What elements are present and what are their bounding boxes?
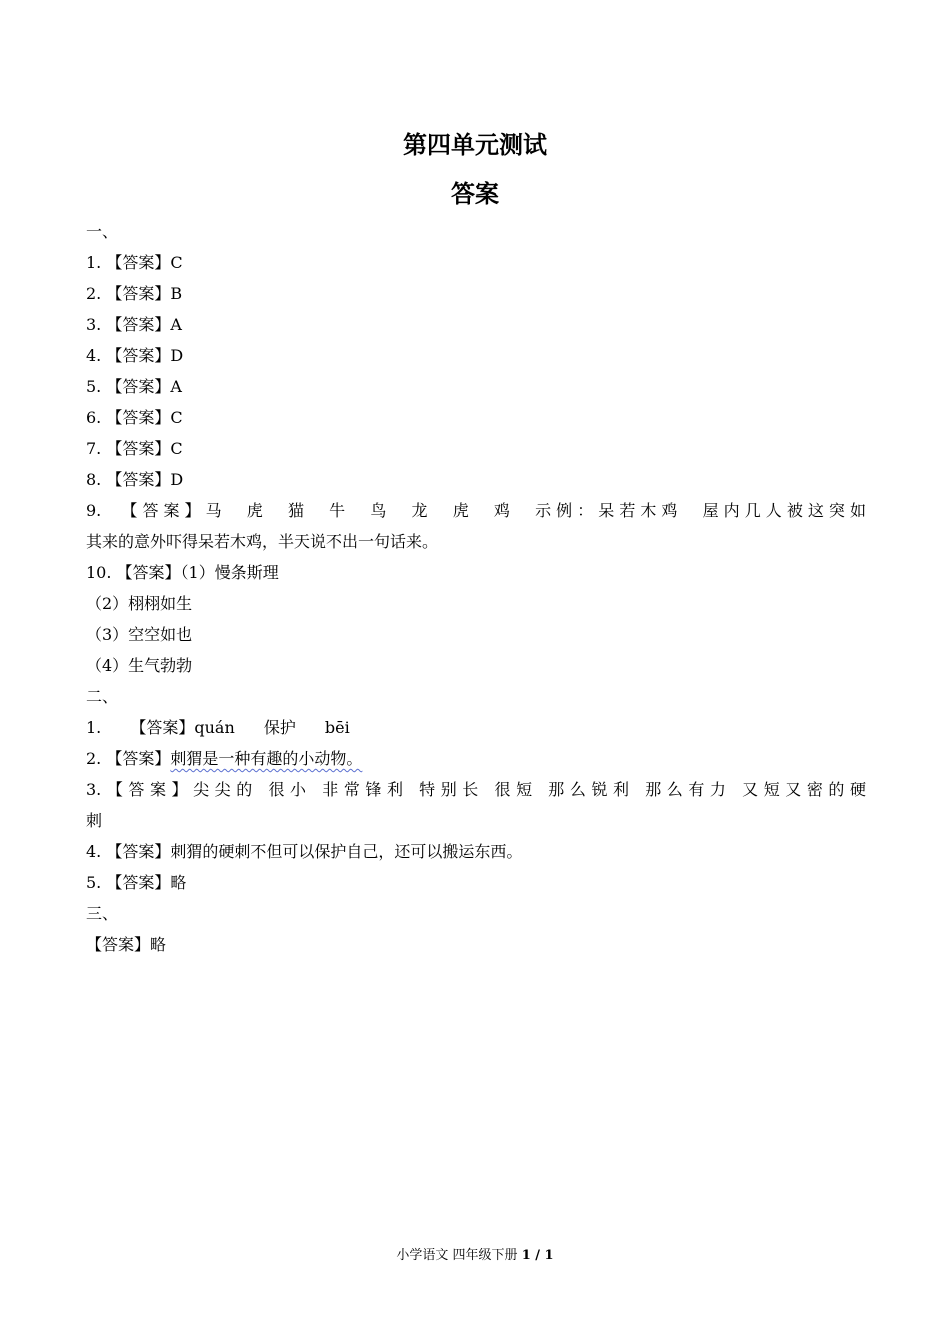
page-title: 第四单元测试 [403,131,547,159]
s1-answer-1: 1. 【答案】C [86,253,183,272]
section-1-label: 一、 [86,222,119,241]
s2-answer-5: 5. 【答案】略 [86,873,187,892]
s1-answer-3: 3. 【答案】A [86,315,182,334]
s1-answer-10: 10. 【答案】（1）慢条斯理 [86,563,279,582]
s2-answer-2 [86,743,866,774]
s2-answer-2-text: 刺猬是一种有趣的小动物。 [170,749,363,768]
s2-answer-1: 1. 【答案】quán 保护 bēi [86,718,350,737]
s2-answer-4: 4. 【答案】刺猬的硬刺不但可以保护自己，还可以搬运东西。 [86,842,523,861]
page-subtitle: 答案 [451,180,499,208]
section-2-label: 二、 [86,687,119,706]
s1-answer-9-line1: 9. 【答案】马 虎 猫 牛 鸟 龙 虎 鸡 示例：呆若木鸡 屋内几人被这突如 [86,501,866,520]
s1-answer-4: 4. 【答案】D [86,346,184,365]
s2-answer-3-line2: 刺 [86,811,103,830]
page-footer [0,1244,950,1263]
s1-answer-5: 5. 【答案】A [86,377,182,396]
s2-answer-3-line1: 3.【答案】尖尖的 很小 非常锋利 特别长 很短 那么锐利 那么有力 又短又密的硬 [86,780,866,799]
s1-answer-8: 8. 【答案】D [86,470,184,489]
s2-answer-2-prefix: 2. 【答案】 [86,749,171,768]
page-number: 1 / 1 [521,1248,554,1263]
s3-answer: 【答案】略 [86,935,167,954]
answer-body [86,216,866,960]
s1-answer-2: 2. 【答案】B [86,284,183,303]
s1-answer-10-4: （4）生气勃勃 [86,656,193,675]
s1-answer-10-2: （2）栩栩如生 [86,594,193,613]
s1-answer-9-line2: 其来的意外吓得呆若木鸡，半天说不出一句话来。 [86,532,439,551]
footer-text: 小学语文 四年级下册 [396,1248,518,1263]
s1-answer-7: 7. 【答案】C [86,439,183,458]
s1-answer-10-3: （3）空空如也 [86,625,193,644]
s1-answer-6: 6. 【答案】C [86,408,183,427]
section-3-label: 三、 [86,904,119,923]
